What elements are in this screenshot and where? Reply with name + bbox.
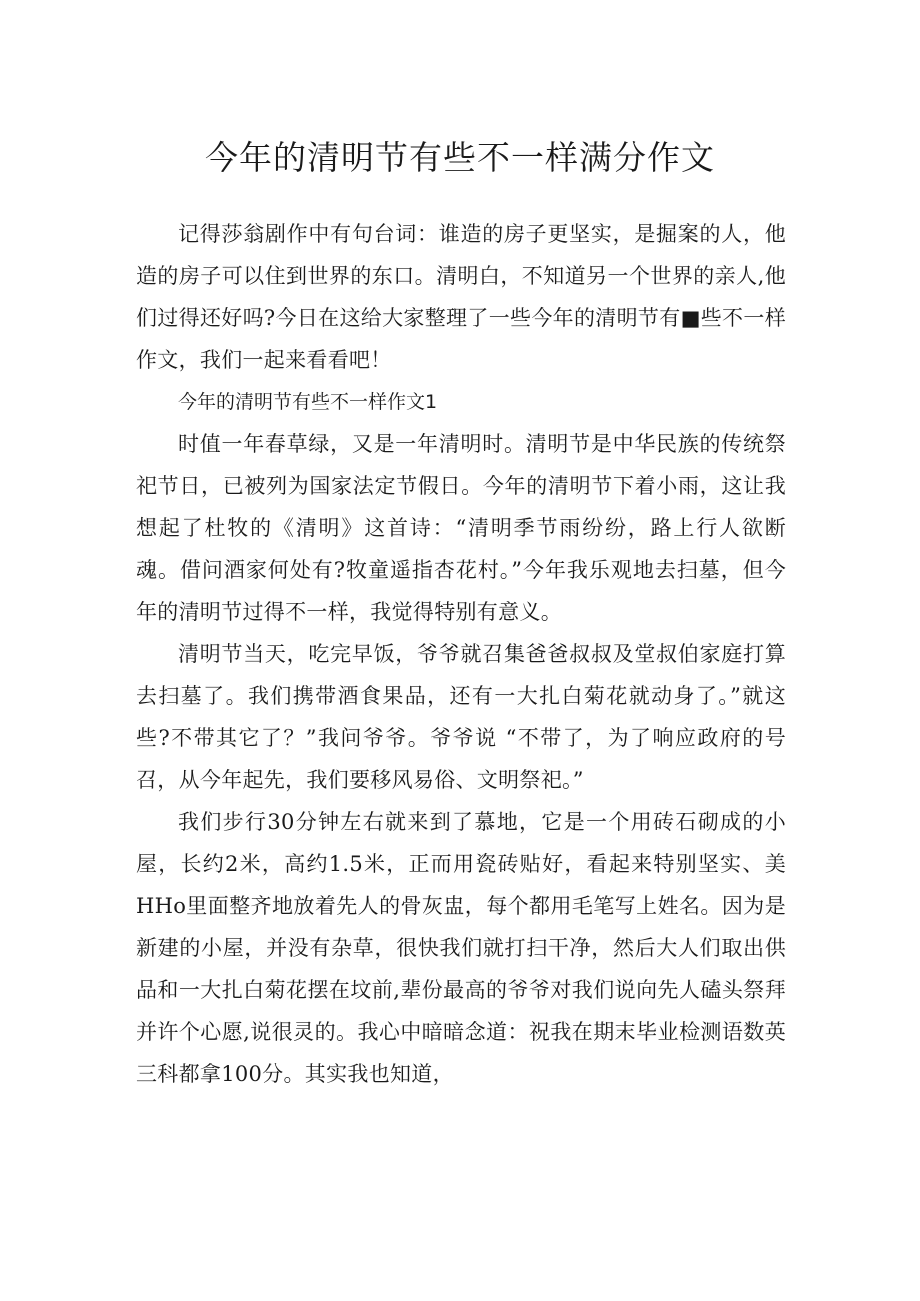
- section-heading: 今年的清明节有些不一样作文1: [178, 391, 438, 413]
- intro-paragraph: 记得莎翁剧作中有句台词：谁造的房子更坚实，是掘案的人，他造的房子可以住到世界的东口。清明白，不知道另一个世界的亲人,他们过得还好吗?今日在这给大家整理了一些今年的清明节有■些不一样作文，我们一起来看看吧！: [136, 222, 786, 372]
- document-body: [136, 213, 786, 1095]
- body-paragraph-1: 时值一年春草绿，又是一年清明时。清明节是中华民族的传统祭祀节日，已被列为国家法定节假日。今年的清明节下着小雨，这让我想起了杜牧的《清明》这首诗：“清明季节雨纷纷，路上行人欲断魂。借问酒家何处有?牧童遥指杏花村。”今年我乐观地去扫墓，但今年的清明节过得不一样，我觉得特别有意义。: [136, 432, 786, 624]
- document-title: 今年的清明节有些不一样满分作文: [205, 138, 715, 177]
- body-paragraph-3: 我们步行30分钟左右就来到了慕地，它是一个用砖石砌成的小屋，长约2米，高约1.5米，正而用瓷砖贴好，看起来特别坚实、美HHo里面整齐地放着先人的骨灰盅，每个都用毛笔写上姓名。因为是新建的小屋，并没有杂草，很快我们就打扫干净，然后大人们取出供品和一大扎白菊花摆在坟前,辈份最高的爷爷对我们说向先人磕头祭拜并许个心愿,说很灵的。我心中暗暗念道：祝我在期末毕业检测语数英三科都拿100分。其实我也知道，: [136, 810, 786, 1086]
- body-paragraph-2: 清明节当天，吃完早饭，爷爷就召集爸爸叔叔及堂叔伯家庭打算去扫墓了。我们携带酒食果品，还有一大扎白菊花就动身了。”就这些?不带其它了？”我问爷爷。爷爷说 “不带了，为了响应政府的号召，从今年起先，我们要移风易俗、文明祭祀。”: [136, 642, 786, 792]
